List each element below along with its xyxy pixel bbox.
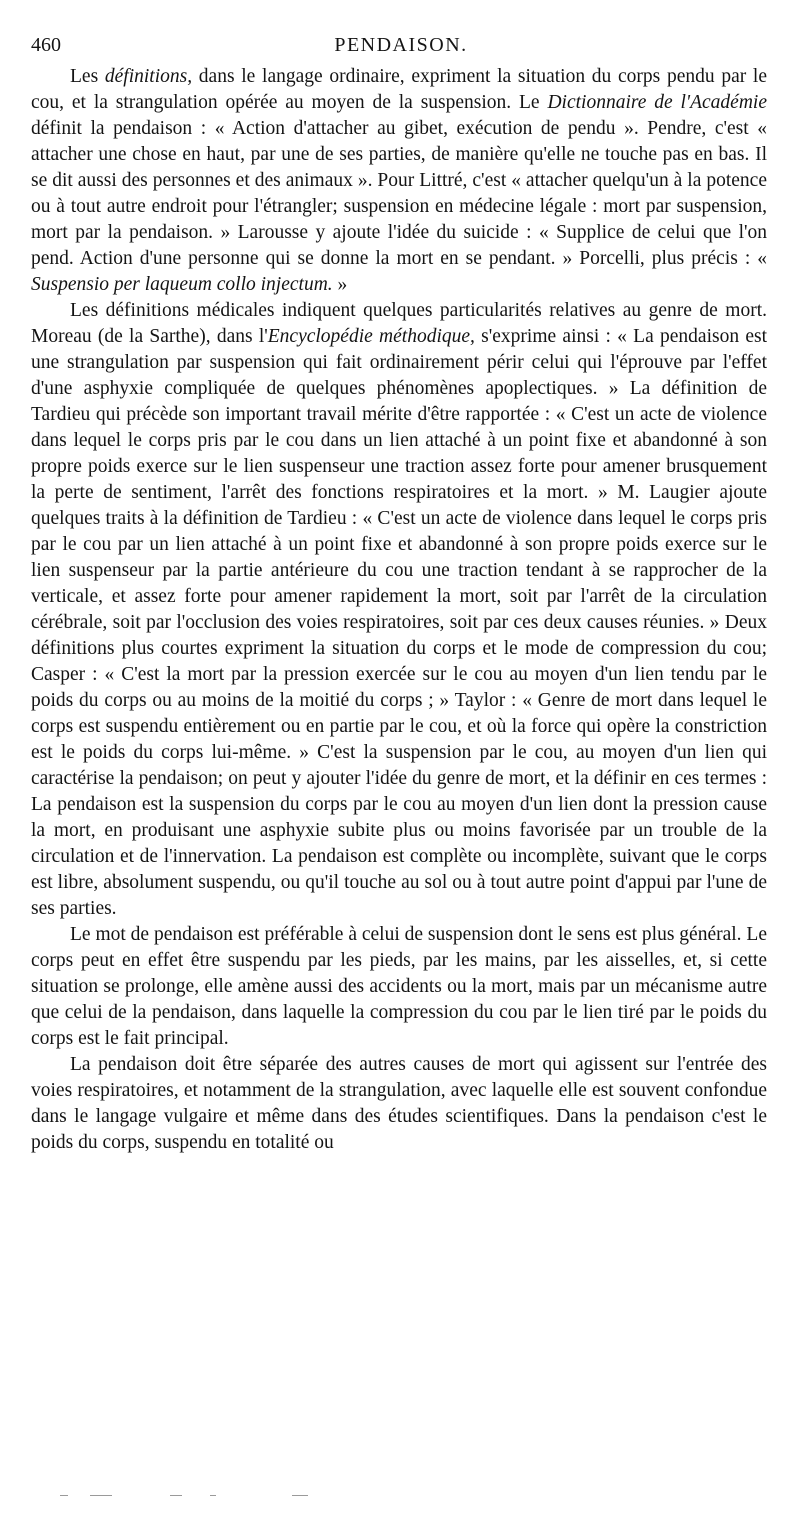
scan-artifact xyxy=(60,1493,340,1499)
paragraph-definitions-ordinary xyxy=(31,64,767,298)
paragraph-distinction-strangulation xyxy=(31,1052,767,1156)
text-run: s'exprime ainsi : « La pendaison est une strangulation par suspension qui fait ordinairement périr celui qui l'éprouve par l'effet d'une asphyxie compliquée de quelques phénomènes apoplectiques. » La définition de Tardieu qui précède son important travail mérite d'être rapportée : « C'est un acte de violence dans lequel le corps pris par le cou dans un lien attaché à un point fixe et abandonné à son propre poids exerce sur le lien suspenseur une traction assez forte pour amener brusquement la perte de sentiment, l'arrêt des fonctions respiratoires et la mort. » M. Laugier ajoute quelques traits à la définition de Tardieu : « C'est un acte de violence dans lequel le corps pris par le cou par un lien attaché à un point fixe et abandonné à son propre poids exerce sur le lien suspenseur par la partie antérieure du cou une traction tendant à se rapprocher de la verticale, et assez forte pour amener rapidement la mort, soit par l'arrêt de la circulation cérébrale, soit par l'occlusion des voies respiratoires, soit par ces deux causes réunies. » Deux définitions plus courtes expriment la situation du corps et le mode de compression du cou; Casper : « C'est la mort par la pression exercée sur le cou au moyen d'un lien tendu par le poids du corps ou au moins de la moitié du corps ; » Taylor : « Genre de mort dans lequel le corps est suspendu entièrement ou en partie par le cou, et où la force qui opère la constriction est le poids du corps lui-même. » C'est la suspension par le cou, au moyen d'un lien qui caractérise la pendaison; on peut y ajouter l'idée du genre de mort, et la définir en ces termes : La pendaison est la suspension du corps par le cou au moyen d'un lien dont la pression cause la mort, en produisant une asphyxie subite plus ou moins favorisée par un trouble de la circulation et de l'innervation. La pendaison est complète ou incomplète, suivant que le corps est libre, absolument suspendu, ou qu'il touche au sol ou à tout autre point d'appui par l'une de ses parties. xyxy=(31,326,767,919)
paragraph-word-choice xyxy=(31,922,767,1052)
running-title: PENDAISON. xyxy=(334,34,468,56)
text-run: Les définitions médicales indiquent quelques particularités relatives au genre de mort. Moreau (de la Sarthe), dans l' xyxy=(31,300,767,347)
italic-text-run: Dictionnaire de l'Académie xyxy=(547,92,767,113)
text-run: définit la pendaison : « Action d'attacher au gibet, exécution de pendu ». Pendre, c'est « attacher une chose en haut, par une de ses parties, de manière qu'elle ne touche pas en bas. Il se dit aussi des personnes et des animaux ». Pour Littré, c'est « attacher quelqu'un à la potence ou à tout autre endroit pour l'étrangler; suspension en médecine légale : mort par suspension, mort par la pendaison. » Larousse y ajoute l'idée du suicide : « Supplice de celui que l'on pend. Action d'une personne qui se donne la mort en se pendant. » Porcelli, plus précis : « xyxy=(31,118,767,269)
text-run: Le mot de pendaison est préférable à celui de suspension dont le sens est plus général. Le corps peut en effet être suspendu par les pieds, par les mains, par les aisselles, et, si cette situation se prolonge, elle amène aussi des accidents ou la mort, mais par un mécanisme autre que celui de la pendaison, dans laquelle la compression du cou par le lien tiré par le poids du corps est le fait principal. xyxy=(31,924,767,1049)
running-head xyxy=(31,30,771,60)
text-run: dans le langage ordinaire, expriment la situation du corps pendu par le cou, et la strangulation opérée au moyen de la suspension. Le xyxy=(31,66,767,113)
page-number: 460 xyxy=(31,34,61,56)
text-run: Les xyxy=(70,66,105,87)
text-run: La pendaison doit être séparée des autres causes de mort qui agissent sur l'entrée des voies respiratoires, et notamment de la strangulation, avec laquelle elle est souvent confondue dans le langage vulgaire et même dans des études scientifiques. Dans la pendaison c'est le poids du corps, suspendu en totalité ou xyxy=(31,1054,767,1153)
italic-text-run: définitions, xyxy=(104,66,193,87)
italic-text-run: Encyclopédie méthodique, xyxy=(267,326,475,347)
text-run: » xyxy=(332,274,348,295)
paragraph-definitions-medical xyxy=(31,298,767,922)
body-text xyxy=(31,64,767,1156)
italic-text-run: Suspensio per laqueum collo injectum. xyxy=(31,274,333,295)
